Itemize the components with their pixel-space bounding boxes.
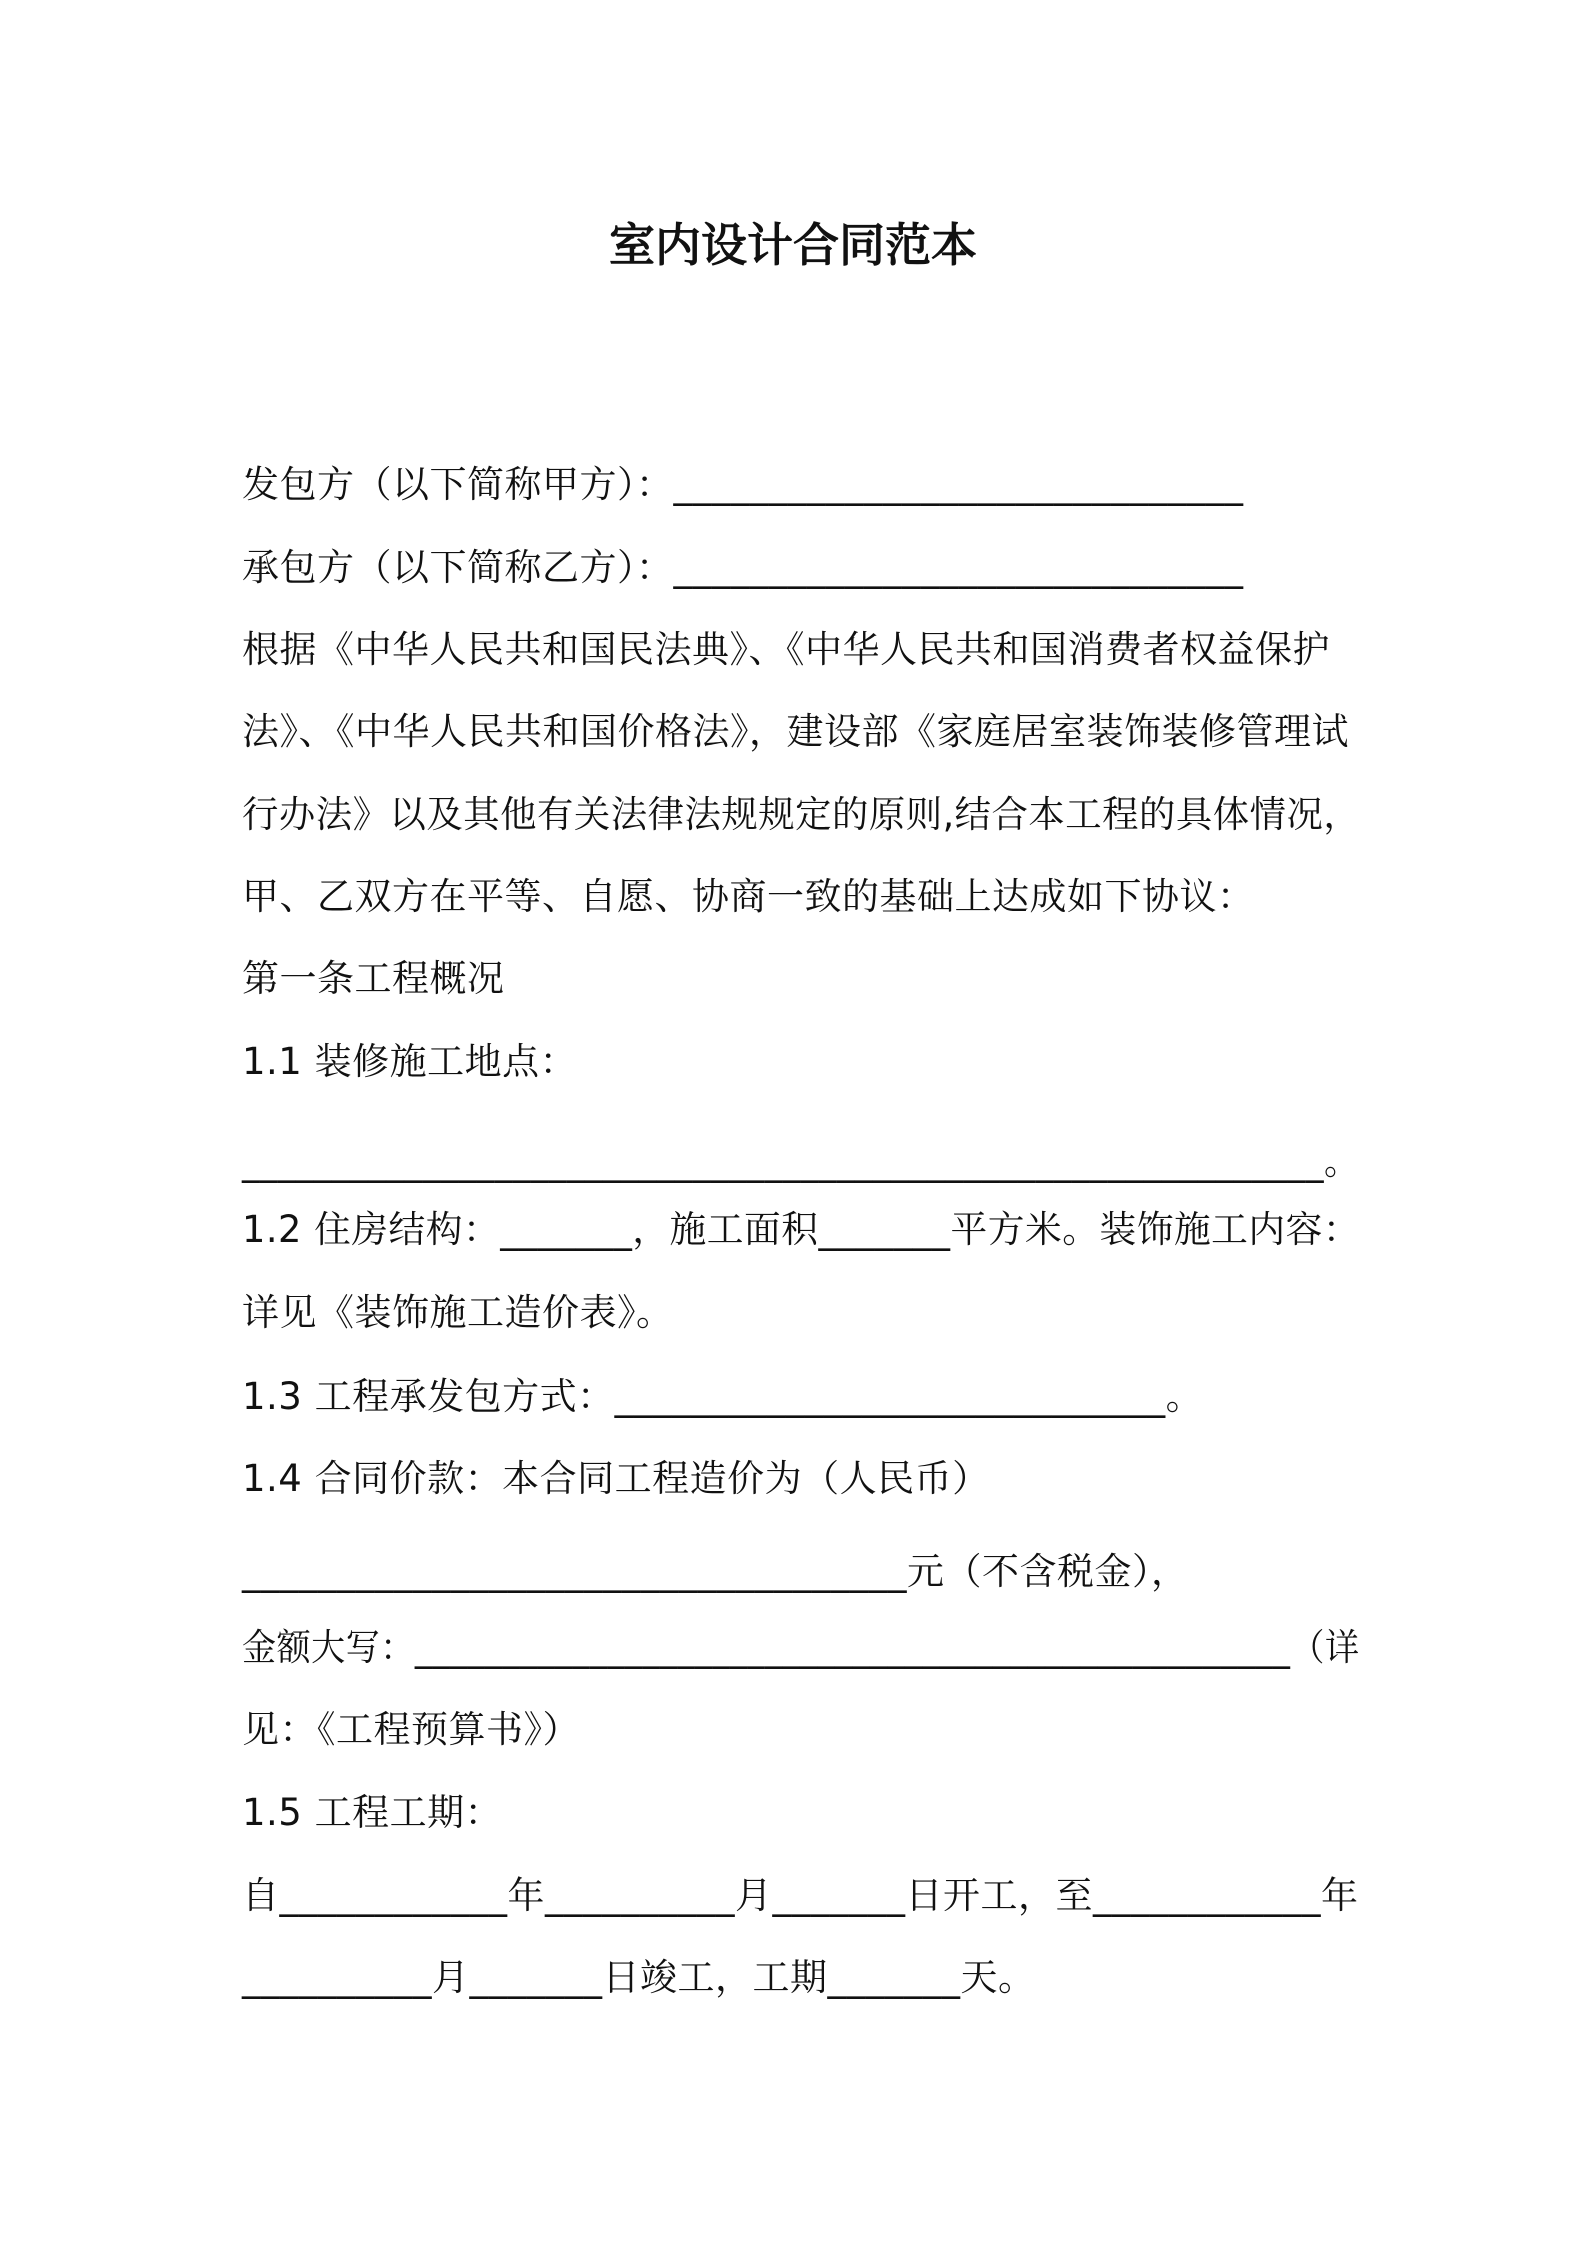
clause-1-5-label: 1.5 工程工期： [242,1791,503,1834]
article-1-heading: 第一条工程概况 [242,957,505,1000]
clause-1-4-line-3: 金额大写：__________________________________________________（详 [242,1626,1360,1669]
document-title: 室内设计合同范本 [609,218,977,272]
clause-1-2-line-1: 1.2 住房结构：_______，施工面积_______平方米。装饰施工内容： [242,1208,1361,1251]
clause-1-5-line-1: 自____________年__________月_______日开工，至____________年 [242,1874,1359,1917]
clause-1-4-line-2: ___________________________________元（不含税金）， [242,1550,1189,1593]
clause-1-5-line-2: __________月_______日竣工，工期_______天。 [242,1956,1036,1999]
clause-1-4-line-1: 1.4 合同价款：本合同工程造价为（人民币） [242,1457,990,1500]
preamble-line-2: 法》、《中华人民共和国价格法》，建设部《家庭居室装饰装修管理试 [242,710,1349,753]
preamble-line-1: 根据《中华人民共和国民法典》、《中华人民共和国消费者权益保护 [242,628,1330,671]
clause-1-1-blank: ____________________________________________________________。 [242,1140,1360,1183]
party-a-line: 发包方（以下简称甲方）：______________________________ [242,463,1244,506]
preamble-line-3: 行办法》以及其他有关法律法规规定的原则,结合本工程的具体情况， [242,793,1361,836]
clause-1-3-line: 1.3 工程承发包方式：_____________________________。 [242,1375,1204,1418]
preamble-line-4: 甲、乙双方在平等、自愿、协商一致的基础上达成如下协议： [242,875,1255,918]
clause-1-2-line-2: 详见《装饰施工造价表》。 [242,1291,674,1334]
clause-1-1-label: 1.1 装修施工地点： [242,1040,578,1083]
clause-1-4-line-4: 见：《工程预算书》） [242,1708,580,1751]
party-b-line: 承包方（以下简称乙方）：______________________________ [242,546,1244,589]
